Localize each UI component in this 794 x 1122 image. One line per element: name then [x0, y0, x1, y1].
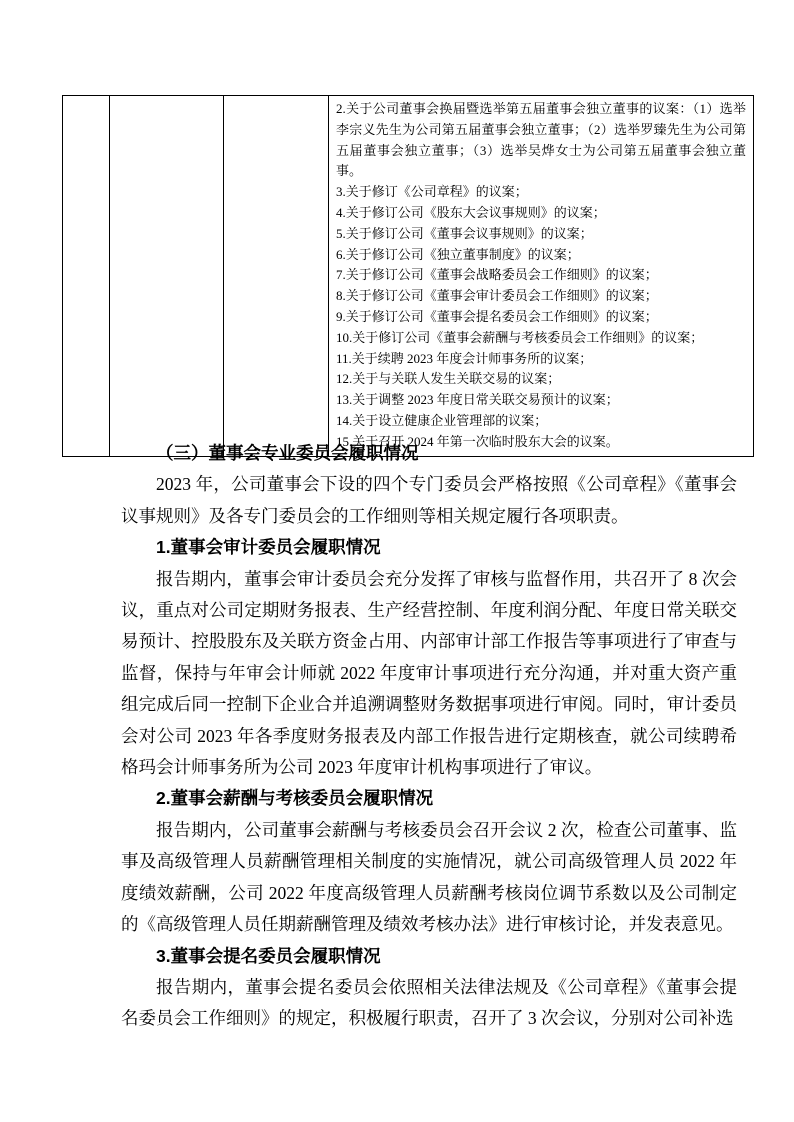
- intro-paragraph: 2023 年，公司董事会下设的四个专门委员会严格按照《公司章程》《董事会议事规则》及各专门委员会的工作细则等相关规定履行各项职责。: [121, 474, 737, 526]
- report-body: [121, 438, 737, 1035]
- table-cell-resolutions: [329, 96, 754, 457]
- resolution-item: 11.关于续聘 2023 年度会计师事务所的议案；: [336, 350, 593, 366]
- resolution-item: 5.关于修订公司《董事会议事规则》的议案；: [336, 225, 593, 241]
- table-cell-empty-2: [110, 96, 224, 457]
- subsection-body-nomination-committee: 报告期内，董事会提名委员会依照相关法律法规及《公司章程》《董事会提名委员会工作细则》的规定，积极履行职责，召开了 3 次会议，分别对公司补选: [121, 976, 737, 1029]
- resolution-item: 8.关于修订公司《董事会审计委员会工作细则》的议案；: [336, 288, 658, 304]
- resolutions-table: [62, 95, 754, 457]
- subsection-title-nomination-committee: 3.董事会提名委员会履职情况: [156, 945, 381, 966]
- resolution-item: 12.关于与关联人发生关联交易的议案；: [336, 371, 561, 387]
- table-row: [63, 96, 754, 457]
- resolution-item: 7.关于修订公司《董事会战略委员会工作细则》的议案；: [336, 267, 658, 283]
- table-cell-empty-3: [224, 96, 329, 457]
- resolution-item: 2.关于公司董事会换届暨选举第五届董事会独立董事的议案：（1）选举李宗义先生为公司第五届董事会独立董事；（2）选举罗臻先生为公司第五届董事会独立董事；（3）选举吴烨女士为公司第五届董事会独立董事。: [336, 101, 746, 179]
- subsection-title-audit-committee: 1.董事会审计委员会履职情况: [156, 537, 381, 558]
- resolution-item: 10.关于修订公司《董事会薪酬与考核委员会工作细则》的议案；: [336, 329, 704, 345]
- resolution-item: 9.关于修订公司《董事会提名委员会工作细则》的议案；: [336, 308, 658, 324]
- table-cell-empty-1: [63, 96, 110, 457]
- subsection-body-remuneration-committee: 报告期内，公司董事会薪酬与考核委员会召开会议 2 次，检查公司董事、监事及高级管理人员薪酬管理相关制度的实施情况，就公司高级管理人员 2022 年度绩效薪酬，公司 2022 年度高级管理人员薪酬考核岗位调节系数以及公司制定的《高级管理人员任期薪酬管理及绩效考核办法》进行审核讨论，并发表意见。: [121, 819, 737, 935]
- resolution-item: 6.关于修订公司《独立董事制度》的议案；: [336, 246, 580, 262]
- resolution-item: 3.关于修订《公司章程》的议案；: [336, 184, 528, 200]
- resolution-item: 4.关于修订公司《股东大会议事规则》的议案；: [336, 204, 606, 220]
- section-heading: （三）董事会专业委员会履职情况: [156, 443, 419, 463]
- subsection-title-remuneration-committee: 2.董事会薪酬与考核委员会履职情况: [156, 788, 434, 809]
- resolution-item: 13.关于调整 2023 年度日常关联交易预计的议案；: [336, 392, 619, 408]
- resolution-item: 15.关于召开 2024 年第一次临时股东大会的议案。: [336, 433, 619, 449]
- resolution-item: 14.关于设立健康企业管理部的议案；: [336, 412, 548, 428]
- subsection-body-audit-committee: 报告期内，董事会审计委员会充分发挥了审核与监督作用，共召开了 8 次会议，重点对公司定期财务报表、生产经营控制、年度利润分配、年度日常关联交易预计、控股股东及关联方资金占用、内部审计部工作报告等事项进行了审查与监督，保持与年审会计师就 2022 年度审计事项进行充分沟通，并对重大资产重组完成后同一控制下企业合并追溯调整财务数据事项进行审阅。同时，审计委员会对公司 2023 年各季度财务报表及内部工作报告进行定期核查，就公司续聘希格玛会计师事务所为公司 2023 年度审计机构事项进行了审议。: [121, 568, 737, 778]
